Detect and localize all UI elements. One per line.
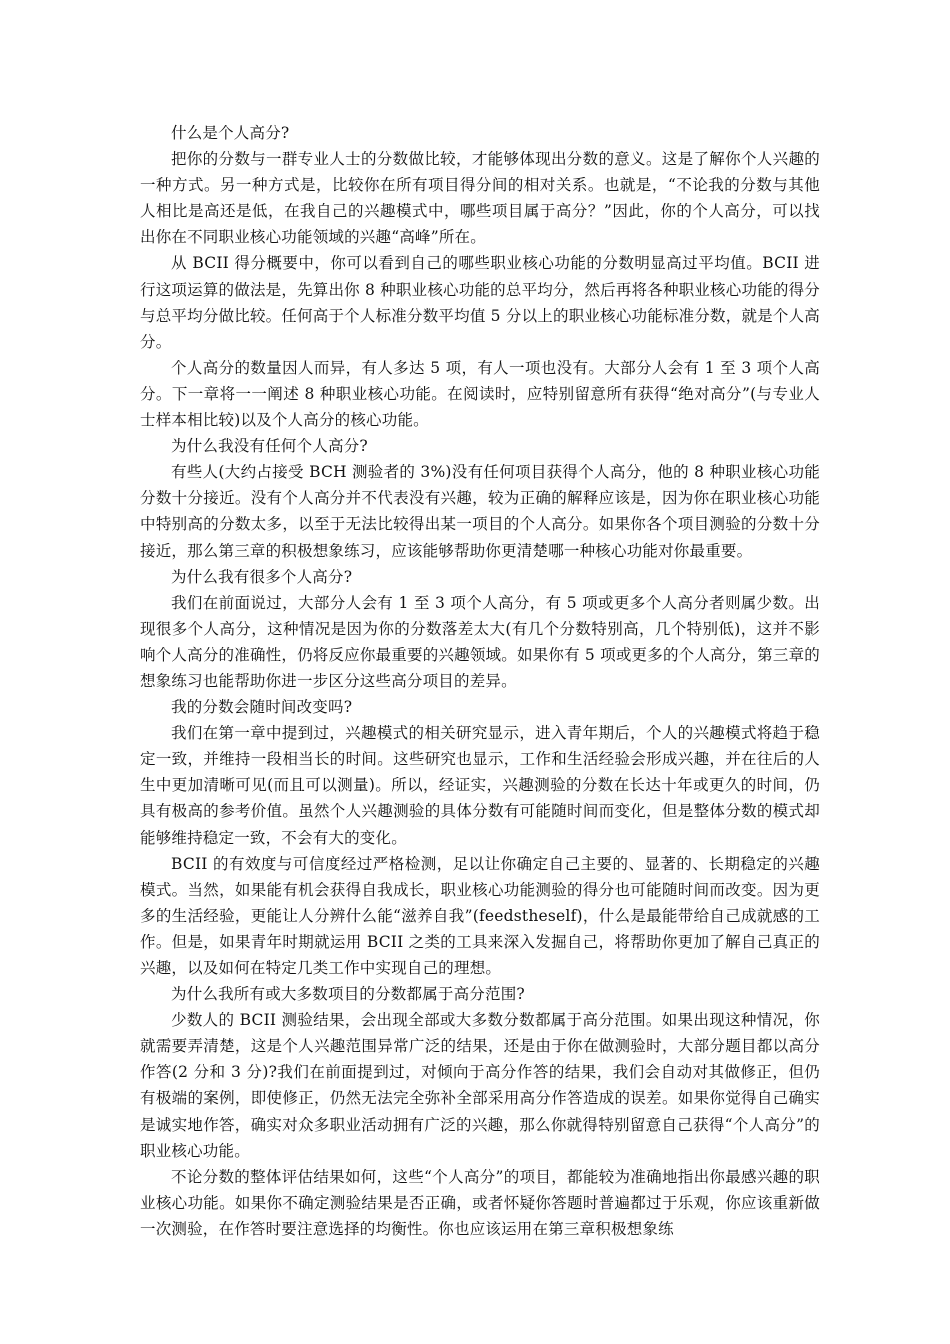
heading-scores-change-over-time: 我的分数会随时间改变吗? (171, 698, 353, 717)
paragraph: 把你的分数与一群专业人士的分数做比较，才能够体现出分数的意义。这是了解你个人兴趣的一种方式。另一种方式是，比较你在所有项目得分间的相对关系。也就是，“不论我的分数与其他人相比是高还是低，在我自己的兴趣模式中，哪些项目属于高分？”因此，你的个人高分，可以找出你在不同职业核心功能领域的兴趣“高峰”所在。 (140, 150, 820, 247)
paragraph: 个人高分的数量因人而异，有人多达 5 项，有人一项也没有。大部分人会有 1 至 3 项个人高分。下一章将一一阐述 8 种职业核心功能。在阅读时，应特别留意所有获得“绝对高分”(与专业人士样本相比较)以及个人高分的核心功能。 (140, 358, 820, 430)
paragraph: 有些人(大约占接受 BCH 测验者的 3%)没有任何项目获得个人高分，他的 8 种职业核心功能分数十分接近。没有个人高分并不代表没有兴趣，较为正确的解释应该是，因为你在职业核心功能中特别高的分数太多，以至于无法比较得出某一项目的个人高分。如果你各个项目测验的分数十分接近，那么第三章的积极想象练习，应该能够帮助你更清楚哪一种核心功能对你最重要。 (140, 463, 820, 560)
document-body (140, 120, 820, 1242)
paragraph: 不论分数的整体评估结果如何，这些“个人高分”的项目，都能较为准确地指出你最感兴趣的职业核心功能。如果你不确定测验结果是否正确，或者怀疑你答题时普遍都过于乐观，你应该重新做一次测验，在作答时要注意选择的均衡性。你也应该运用在第三章积极想象练 (140, 1167, 820, 1238)
paragraph: 我们在第一章中提到过，兴趣模式的相关研究显示，进入青年期后，个人的兴趣模式将趋于稳定一致，并维持一段相当长的时间。这些研究也显示，工作和生活经验会形成兴趣，并在往后的人生中更加清晰可见(而且可以测量)。所以，经证实，兴趣测验的分数在长达十年或更久的时间，仍具有极高的参考价值。虽然个人兴趣测验的具体分数有可能随时间而变化，但是整体分数的模式却能够维持稳定一致，不会有大的变化。 (140, 724, 820, 847)
paragraph: BCII 的有效度与可信度经过严格检测，足以让你确定自己主要的、显著的、长期稳定的兴趣模式。当然，如果能有机会获得自我成长，职业核心功能测验的得分也可能随时间而改变。因为更多的生活经验，更能让人分辨什么能“滋养自我”(feedstheself)，什么是最能带给自己成就感的工作。但是，如果青年时期就运用 BCII 之类的工具来深入发掘自己，将帮助你更加了解自己真正的兴趣，以及如何在特定几类工作中实现自己的理想。 (140, 854, 820, 977)
paragraph: 我们在前面说过，大部分人会有 1 至 3 项个人高分，有 5 项或更多个人高分者则属少数。出现很多个人高分，这种情况是因为你的分数落差太大(有几个分数特别高，几个特别低)，这并不影响个人高分的准确性，仍将反应你最重要的兴趣领域。如果你有 5 项或更多的个人高分，第三章的想象练习也能帮助你进一步区分这些高分项目的差异。 (140, 593, 820, 690)
heading-all-scores-high: 为什么我所有或大多数项目的分数都属于高分范围? (171, 985, 525, 1004)
paragraph: 从 BCII 得分概要中，你可以看到自己的哪些职业核心功能的分数明显高过平均值。BCII 进行这项运算的做法是，先算出你 8 种职业核心功能的总平均分，然后再将各种职业核心功能的得分与总平均分做比较。任何高于个人标准分数平均值 5 分以上的职业核心功能标准分数，就是个人高分。 (140, 254, 820, 351)
heading-why-many-high-scores: 为什么我有很多个人高分? (171, 567, 353, 586)
paragraph: 少数人的 BCII 测验结果，会出现全部或大多数分数都属于高分范围。如果出现这种情况，你就需要弄清楚，这是个人兴趣范围异常广泛的结果，还是由于你在做测验时，大部分题目都以高分作答(2 分和 3 分)?我们在前面提到过，对倾向于高分作答的结果，我们会自动对其做修正，但仍有极端的案例，即使修正，仍然无法完全弥补全部采用高分作答造成的误差。如果你觉得自己确实是诚实地作答，确实对众多职业活动拥有广泛的兴趣，那么你就得特别留意自己获得“个人高分”的职业核心功能。 (140, 1011, 820, 1160)
heading-why-no-high-score: 为什么我没有任何个人高分? (171, 437, 368, 456)
heading-what-is-personal-high-score: 什么是个人高分? (171, 124, 290, 142)
